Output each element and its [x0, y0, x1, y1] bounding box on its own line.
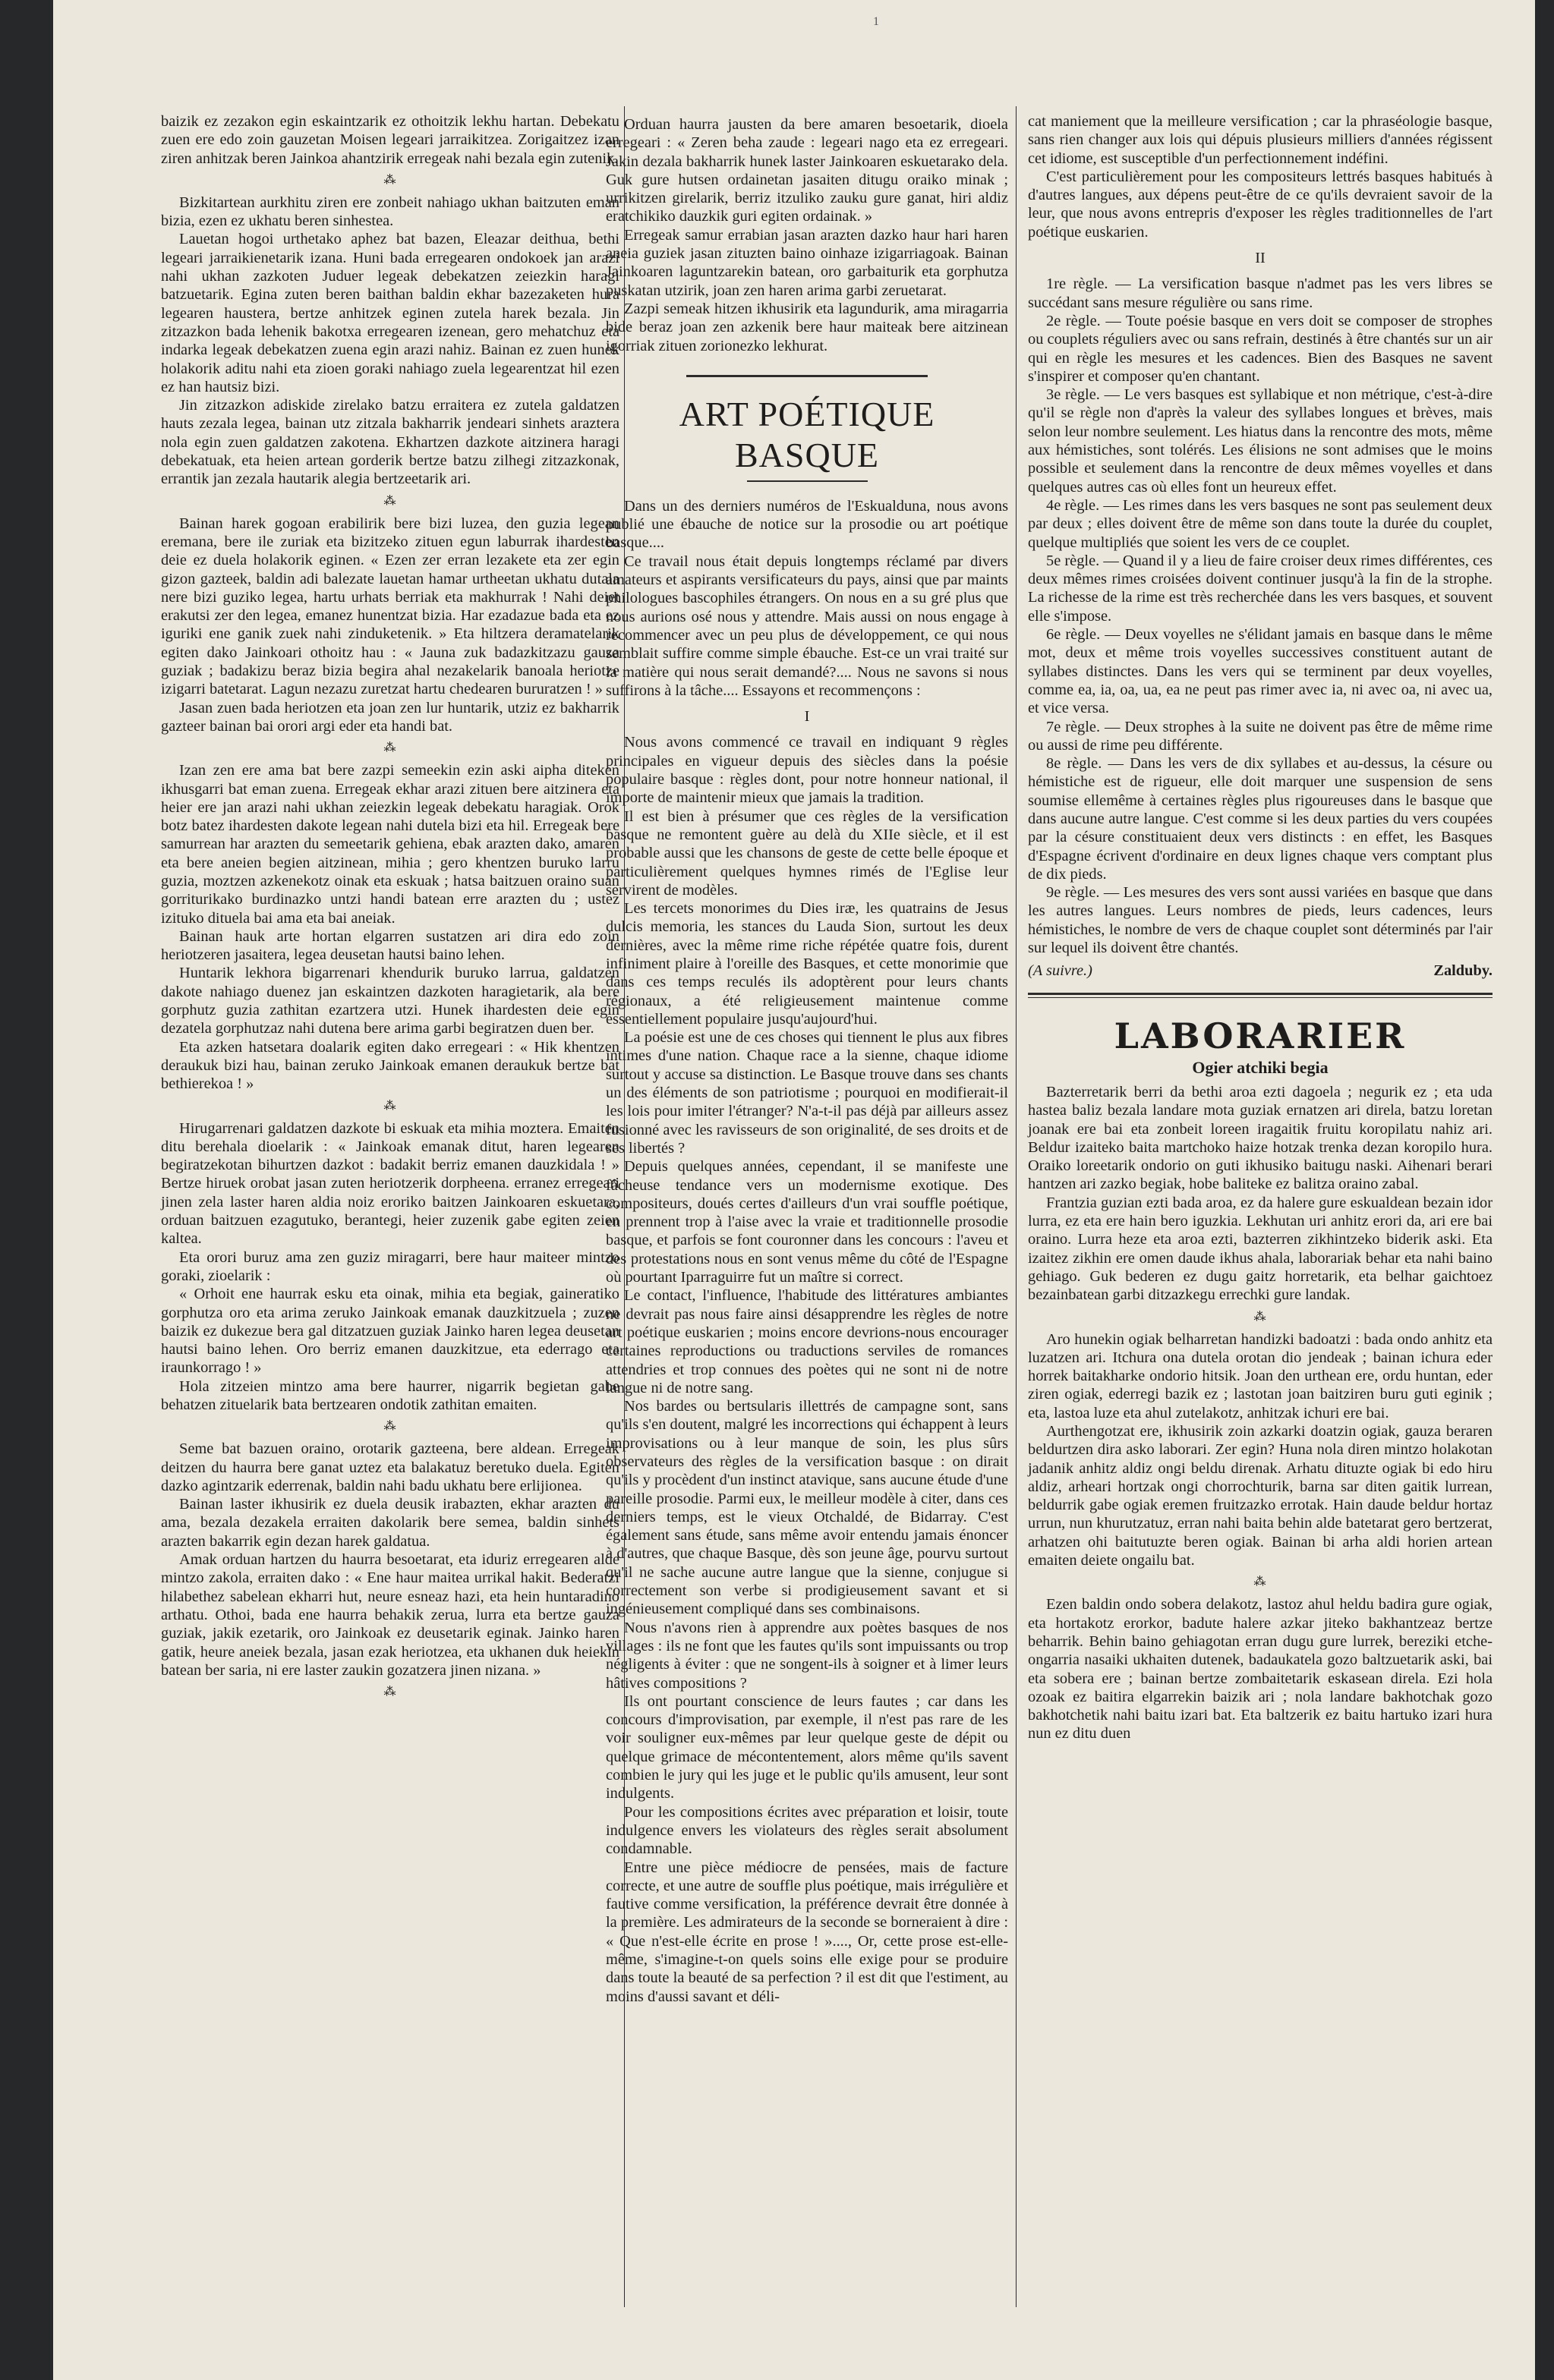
rule-paragraph: 1re règle. — La versification basque n'admet pas les vers libres se succédant sans mesure régulière ou sans rime. — [1028, 275, 1493, 311]
section-number: II — [1255, 250, 1266, 267]
paragraph: La poésie est une de ces choses qui tiennent le plus aux fibres intimes d'une nation. Chaque race a la sienne, chaque idiome surtout y accuse sa distinction. Le Basque trouve dans ses chants un des éléments de son patriotisme ; pourquoi en modifierait-il les lois pour imiter l'étranger? N'a-t-il pas déjà par ailleurs assez fusionné avec les ravisseurs de son originalité, de ses droits et de ses libertés ? — [606, 1029, 1008, 1157]
paragraph: baizik ez zezakon egin eskaintzarik ez othoitzik lekhu hartan. Debekatu zuen ere edo zoin gauzetan Moisen legeari jarraikitzea. Zorigaitzez izan ziren anhitzak beren Jainkoa ahantzirik erregeak nahi bezala egin zutenik. — [161, 113, 619, 167]
paragraph: Hirugarrenari galdatzen dazkote bi eskuak eta mihia moztera. Emaiten ditu berehala dioelarik : « Jainkoak emanak ditut, haren legearen begiratzekotan bihurtzen dazkot : badakit berriz emanen dauzkidala ! » Bertze hiruek orobat jasan zuten heriotzerik dorpheena. erranez erregeari jinen zela laster haren aldia noiz eroriko baitzen Jainkoaren eskuetara, orduan baitzuen ezagutuko, berantegi, heier zuzenik gabe egiten zeien kaltea. — [161, 1119, 619, 1248]
rule-paragraph: 2e règle. — Toute poésie basque en vers doit se composer de strophes ou couplets réguliers avec ou sans refrain, destinés à être chantés sur un air qui en règle les mesures et les cadences. Bien des Basques ne savent s'inspirer et composer qu'en chantant. — [1028, 312, 1493, 385]
page-mark: 1 — [873, 15, 879, 28]
section-subtitle: Ogier atchiki begia — [1192, 1057, 1329, 1077]
paragraph: Jasan zuen bada heriotzen eta joan zen lur huntarik, utziz ez bakharrik gazteer bainan bai orori argi eder eta handi bat. — [161, 699, 619, 735]
asterism-icon: ⁂ — [1253, 1310, 1267, 1324]
rule-paragraph: 7e règle. — Deux strophes à la suite ne doivent pas être de même rime ou aussi de rime peu différente. — [1028, 718, 1493, 754]
paragraph: Aro hunekin ogiak belharretan handizki badoatzi : bada ondo anhitz eta luzatzen ari. Itchura ona dutela orotan dio jendeak ; bainan ichura eder horrek baitakharke ondorio hitsik. Joan den urthean ere, ordu huntan, eder ziren ogiak, ederregi bazik ez ; lastotan joan baitziren buru guti eginik ; eta, lastoa luze eta ahul zutelakotz, anhitzak ichuri ere bai. — [1028, 1330, 1493, 1421]
paragraph: Bainan harek gogoan erabilirik bere bizi luzea, den guzia legean eremana, bere ile zuriak eta bizitzeko zituen egun laburrak ihardesten deie ez duela holakorik eginen. « Ezen zer erran lezakete eta zer egin gizon gazteek, baldin adi balezate lauetan hamar urtheetan ukhatu dutala nere bizi guziko legea, hartu urhats berriak eta makhurrak ! Nahi deiet erakutsi zer den legea, emanez hunentzat bizia. Har ezadazue bada eta ez iguriki ene ganik zuek nahi zinduketenik. » Eta hiltzera deramatelarik egiten dako Jainkoari othoitz hau : « Jauna zuk badazkitzazu gauza guziak ; badakizu beraz bizia begira ahal nezakelarik banoala heriotze izigarri batetarat. Lagun nezazu zuretzat hartu chedearen bururatzen ! » — [161, 515, 619, 698]
paragraph: Depuis quelques années, cependant, il se manifeste une fâcheuse tendance vers un modernisme exotique. Des compositeurs, doués certes d'ailleurs d'un vrai souffle poétique, en prennent trop à l'aise avec la vraie et traditionnelle prosodie basque, et parfois se font couronner dans les concours : l'aveu et des protestations nous en sont venus même du côté de l'Espagne où pourtant Iparraguirre fut un maître si correct. — [606, 1158, 1008, 1286]
column-middle — [606, 115, 1008, 2006]
section-divider — [1028, 993, 1493, 998]
paragraph: Entre une pièce médiocre de pensées, mais de facture correcte, et une autre de souffle plus poétique, mais irrégulière et fautive comme versification, la préférence devrait être donnée à la première. Les admirateurs de la seconde se borneraient à dire : « Que n'est-elle écrite en prose ! »...., Or, cette prose est-elle-même, s'imagine-t-on quels soins elle exige pour se produire dans toute la beauté de sa perfection ? il est dit que l'estiment, au moins d'aussi savant et déli- — [606, 1859, 1008, 2005]
column-right — [1028, 112, 1493, 1743]
paragraph: Nos bardes ou bertsularis illettrés de campagne sont, sans qu'ils s'en doutent, malgré les incorrections qui échappent à leurs improvisations ou à leur manque de soin, les plus sûrs observateurs des règles de la versification basque : on dirait qu'ils y procèdent d'un instinct atavique, sans aucune étude d'une pareille prosodie. Parmi eux, le meilleur modèle à citer, dans ces derniers temps, est le vieux Otchaldé, de Bidarray. C'est également sans étude, sans même avoir entendu jamais énoncer à d'autres, que chaque Basque, dès son jeune âge, pourvu surtout qu'il ne sache aucune autre langue que la sienne, conjugue si correctement son verbe si prodigieusement savant et si ingénieusement compliqué dans ses combinaisons. — [606, 1398, 1008, 1618]
paragraph: Bazterretarik berri da bethi aroa ezti dagoela ; negurik ez ; eta uda hastea baliz bezala landare mota guziak ernatzen ari direla, batzu loretan joanak ere bai eta zonbeit loreen iragaitik fruitu koropilatu nahiz ari. Beldur izaiteko baita martchoko haize hotzak trenka dezan koropilo hura. Oraiko loreetarik ondorio on guti ikhusiko baitugu naski. Aihenari berari hantzen ari zazko begiak, hobe baliteke ez balitza oraino zabal. — [1028, 1083, 1493, 1193]
paragraph: Bainan laster ikhusirik ez duela deusik irabazten, ekhar arazten du ama, bezala dezakela erraiten dakolarik bere semea, baldin sinhets arazten bakarrik egin dezan harek galdatua. — [161, 1496, 619, 1550]
paragraph: Ce travail nous était depuis longtemps réclamé par divers amateurs et aspirants versificateurs du pays, ainsi que par maints philologues bascophiles étrangers. On nous en a su gré plus que nous aurions osé nous y attendre. Mais aussi on nous engage à recommencer avec un peu plus de développement, ce qui nous semblait suffire comme simple ébauche. Est-ce un vrai traité sur la matière qui nous serait demandé?.... Nous ne savons si nous suffirons à la tâche.... Essayons et recommençons : — [606, 552, 1008, 699]
paragraph: Il est bien à présumer que ces règles de la versification basque ne remontent guère au delà du XIIe siècle, et il est probable aussi que les chansons de geste de cette belle époque et particulièrement quelques hymnes rimés de l'Eglise leur servirent de modèles. — [606, 808, 1008, 899]
title-underline — [747, 480, 868, 482]
asterism-icon: ⁂ — [1253, 1576, 1267, 1589]
paragraph: Frantzia guzian ezti bada aroa, ez da halere gure eskualdean bezain idor lurra, ez eta ere hain bero iguzkia. Lekhutan uri anhitz erori da, ari ere bai oraino. Lurra heze eta aroa ezti, bazterren zikhintzeko biderik aski. Eta izaitez zikhin ere omen daude ikhus ahala, laborariak behar eta nahi baino gehiago. Guk bederen ez dugu gaitz horretarik, eta belhar gaichtoez bezainbatean garbi ditzazkegu errechki gure landak. — [1028, 1194, 1493, 1304]
section-title: LABORARIER — [1114, 1015, 1407, 1056]
rule-paragraph: 3e règle. — Le vers basques est syllabique et non métrique, c'est-à-dire qu'il se règle non d'après la valeur des syllabes longues et brèves, mais selon leur nombre seulement. Les hiatus dans la rencontre des mots, même aux hémistiches, sont tolérés. Les élisions ne sont admises que le moins possible et seulement dans la rencontre de deux mêmes voyelles et dans quelques autres cas où elles font un heureux effet. — [1028, 386, 1493, 496]
section-divider — [686, 375, 928, 377]
paragraph: Izan zen ere ama bat bere zazpi semeekin ezin aski aipha diteken ikhusgarri bat eman zuena. Erregeak ekhar arazi zituen bere aitzinera eta heier ere jan arazi nahi ukhan zeiezkin legeak debekatu haragiak. Orok botz batez ihardesten dakote legean nahi dutela bizi eta hil. Erregeak bere samurrean har arazten du semeetarik gehiena, ebak arazten dako, amaren eta bere aneien begien aitzinean, mihia ; gero khentzen buruko larru guzia, moztzen azkenekotz oinak eta eskuak ; hatsa baitzuen oraino suan gorriturikako burdinazko untzi handi batean erre arazten du ; ustez izituko dituela bai ama eta bai aneiak. — [161, 762, 619, 927]
author-signature: Zalduby. — [1433, 962, 1493, 980]
paragraph: Les tercets monorimes du Dies iræ, les quatrains de Jesus dulcis memoria, les stances du Lauda Sion, surtout les deux dernières, avec la même rime riche répétée quatre fois, durent infiniment plaire à l'oreille des Basques, et cette monorimie que dans ces temps reculés ils adoptèrent pour leurs chants régionaux, a été religieusement maintenue comme essentiellement populaire jusqu'aujourd'hui. — [606, 900, 1008, 1028]
paragraph: Hola zitzeien mintzo ama bere haurrer, nigarrik begietan gabe behatzen zituelarik bata bertzearen ondotik zathitan emaiten. — [161, 1377, 619, 1413]
paragraph: Ils ont pourtant conscience de leurs fautes ; car dans les concours d'improvisation, par exemple, il n'est pas rare de les voir souligner eux-mêmes par leur quelque geste de dépit ou quelque grimace de mécontentement, alors même qu'ils savent combien le jury qui les juge et le public qu'ils amusent, leur sont indulgents. — [606, 1692, 1008, 1802]
to-be-continued: (A suivre.) — [1028, 962, 1092, 980]
paragraph: Amak orduan hartzen du haurra besoetarat, eta iduriz erregearen alde mintzo zakola, erraiten dako : « Ene haur maitea urrikal hakit. Bederatzi hilabethez sabelean ekharri hut, neure esneaz hazi, eta hein huntaradino arthatu. Othoi, bada ene haurra behakik zerua, lurra eta bertze gauza guziak, jakik ezetarik, oro Jainkoak ez deusetarik eginak. Jainko haren gatik, heure aneiek bezala, jasan ezak heriotzea, eta ukhanen duk heiekin batean ber saria, ni ere laster zaukin gozatzera jinen nizana. » — [161, 1551, 619, 1679]
paragraph: Seme bat bazuen oraino, orotarik gazteena, bere aldean. Erregeak deitzen du haurra bere ganat uztez eta balakatuz beretuko duela. Egiten dazko agintzarik ederrenak, baldin nahi badu ukhatu bere erlijionea. — [161, 1440, 619, 1494]
paragraph: « Orhoit ene haurrak esku eta oinak, mihia eta begiak, gaineratiko gorphutza oro eta arima zeruko Jainkoak emanak dauzkitzuela ; zuzen baizik ez dukezue bera gal ditzatzuen guziak Jainko haren legea deusetan hautsi baino lehen. Oro berriz emanen dauzkitzue, eta ederrago eta iraunkorrago ! » — [161, 1286, 619, 1377]
paragraph: Nous n'avons rien à apprendre aux poètes basques de nos villages : ils ne font que les fautes qu'ils sont impuissants ou trop négligents à éviter : que ne songent-ils à soigner et à limer leurs hâtives compositions ? — [606, 1619, 1008, 1692]
newspaper-page — [53, 0, 1535, 2380]
rule-paragraph: 9e règle. — Les mesures des vers sont aussi variées en basque que dans les autres langues. Leurs nombres de pieds, leurs cadences, leurs hémistiches, le nombre de vers de chaque couplet sont déterminés par l'air sur lequel ils doivent être chantés. — [1028, 884, 1493, 957]
rule-paragraph: 4e règle. — Les rimes dans les vers basques ne sont pas seulement deux par deux ; elles doivent être de même son dans toute la durée du couplet, quelque multipliés que soient les vers de ce couplet. — [1028, 496, 1493, 551]
rule-paragraph: 6e règle. — Deux voyelles ne s'élidant jamais en basque dans le même mot, deux et même trois voyelles successives constituent autant de syllabes distinctes. Dans les vers qui se terminent par deux voyelles, comme ea, ia, oa, ua, ea ne peut pas rimer avec ia, ni avec oa, ni avec ua, et vice versa. — [1028, 626, 1493, 717]
rule-paragraph: 5e règle. — Quand il y a lieu de faire croiser deux rimes différentes, ces deux mêmes rimes croisées doivent continuer jusqu'à la fin de la strophe. La richesse de la rime est très recherchée dans les vers basques, et souvent elle s'impose. — [1028, 552, 1493, 625]
paragraph: Eta azken hatsetara doalarik egiten dako erregeari : « Hik khentzen deraukuk bizi hau, bainan zeruko Jainkoak emanen deraukuk bertze bat bethierekoa ! » — [161, 1038, 619, 1093]
rule-paragraph: 8e règle. — Dans les vers de dix syllabes et au-dessus, la césure ou hémistiche est de rigueur, elle doit marquer une suspension de sens soumise ellemême à certaines règles plus rigoureuses dans le basque que dans aucune autre langue. C'est comme si les deux parties du vers coupées par la césure constituaient deux vers distincts : en effet, les Basques d'Espagne écrivent d'ordinaire en deux lignes chaque vers comptant plus de dix pieds. — [1028, 755, 1493, 883]
paragraph: Aurthengotzat ere, ikhusirik zoin azkarki doatzin ogiak, gauza beraren beldurtzen dira asko laborari. Zer egin? Huna nola diren mintzo holakotan jadanik anhitz aldiz ongi beldu direnak. Arhatu dituzte ogiak bi edo hiru aldiz, arheari hortzak ongi chorrochturik, barna sar diten gaitik lurrean, beldurrik gabe ogiak eremen fruitzazko errotak. Hain daude beldur hortaz urrun, nun khurutzatuz, erran nahi baita behin alde batetarat gero bertzerat, arhatzen ohi baitutuzte beren ogiak. Bainan bi arha aldi horien artean emaiten deiete ongailu bat. — [1028, 1423, 1493, 1569]
article-title: ART POÉTIQUE BASQUE — [679, 394, 935, 474]
asterism-icon: ⁂ — [383, 741, 397, 755]
column-left — [161, 112, 619, 1705]
paragraph: Dans un des derniers numéros de l'Eskualduna, nous avons publié une ébauche de notice sur la prosodie ou art poétique basque.... — [606, 497, 1008, 552]
paragraph: Le contact, l'influence, l'habitude des littératures ambiantes ne devrait pas nous faire ainsi désapprendre les règles de notre art poétique euskarien ; moins encore devrions-nous encourager certaines reproductions ou traductions serviles de romances attendries et trop connues des poètes qui ne sont ni de notre langue ni de notre sang. — [606, 1287, 1008, 1396]
asterism-icon: ⁂ — [383, 1686, 397, 1699]
paragraph: Orduan haurra jausten da bere amaren besoetarik, dioela erregeari : « Zeren beha zaude : legeari nago eta ez erregeari. Jakin dezala bakharrik hunek laster Jainkoaren eskuetarako dela. Guk gure hutsen ordainetan jasaiten ditugu oraiko minak ; urrikitzen girelarik, berriz itzuliko zauku gure ganat, hiri aldiz eratchikiko dauzkik guri egiten ordainak. » — [606, 116, 1008, 225]
signature-line — [1028, 962, 1493, 980]
column-rule — [1016, 106, 1017, 2307]
asterism-icon: ⁂ — [383, 1099, 397, 1113]
paragraph: Ezen baldin ondo sobera delakotz, lastoz ahul heldu badira gure ogiak, eta hortakotz erorkor, badute halere azkar jiteko bakhantzeaz bertze beharrik. Behin baino gehiagotan erran dugu gure lurrek, bereziki etche-ongarria nasaiki ukhaiten dutenek, badaukatela gozo baltzuetarik aski, bai eta sobera ere ; bainan bertze zombaitetarik eskasean direla. Ezi hola ozoak ez baitira elgarrekin baizik ari ; nola landare bakhotchak gozo bakhotchetik nahi baitu izari bat. Eta baltzerik ez baitu hartuko izari hura nun ez ditu duen — [1028, 1596, 1493, 1742]
paragraph: Lauetan hogoi urthetako aphez bat bazen, Eleazar deithua, bethi legeari jarraikienetarik izana. Huni bada erregearen ondokoek jan arazi nahi ukhan zazkoten Juduer legeak debekatzen zeiezkin haragi batzuetarik. Egina zuten beren baithan baldin ekhar bazezaketen hura legearen haustera, bertze anhitzek eginen zutela harek bezala. Jin zitzazkon bada lehenik bakotxa erregearen izenean, gero mehatchuz eta indarka legeak debekatzen zuena egin arazi nahiz. Bainan ez zuen hunek holakorik aditu nahi eta zioen goraki nahiago zuela legearentzat hil ezen ez han hautsiz bizi. — [161, 231, 619, 395]
paragraph: Pour les compositions écrites avec préparation et loisir, toute indulgence envers les violateurs des règles serait absolument condamnable. — [606, 1803, 1008, 1858]
section-number: I — [804, 708, 810, 726]
asterism-icon: ⁂ — [383, 494, 397, 508]
paragraph: Nous avons commencé ce travail en indiquant 9 règles principales en vigueur depuis des siècles dans la poésie populaire basque : règles dont, pour notre honneur national, il importe de maintenir mieux que jamais la tradition. — [606, 734, 1008, 807]
asterism-icon: ⁂ — [383, 173, 397, 187]
paragraph: Eta orori buruz ama zen guziz miragarri, bere haur maiteer mintzo goraki, zioelarik : — [161, 1248, 619, 1284]
asterism-icon: ⁂ — [383, 1420, 397, 1434]
paragraph: cat maniement que la meilleure versification ; car la phraséologie basque, sans rien changer aux lois qui dépuis plusieurs milliers d'années régissent cet idiome, est susceptible d'un perfectionnement indéfini. — [1028, 113, 1493, 167]
paragraph: Erregeak samur errabian jasan arazten dazko haur hari haren aneia guziek jasan zituzten baino oinhaze izigarriagoak. Bainan Jainkoaren laguntzarekin batean, oro garbaiturik eta gorphutza puskatan utzirik, joan zen haren arima garbi zeruetarat. — [606, 226, 1008, 299]
paragraph: Huntarik lekhora bigarrenari khendurik buruko larrua, galdatzen dakote nahiago duenez jan eskaintzen dazkoten haragietarik, ala bere gorphutz guzia zathitan ezartzera utzi. Hunek ihardesten deie egin dezatela gorphutzaz nahi dutena bere arima garbi begiratzen duen ber. — [161, 965, 619, 1037]
paragraph: Bainan hauk arte hortan elgarren sustatzen ari dira edo zoin heriotzeren jasaitera, legea deusetan hautsi baino lehen. — [161, 927, 619, 964]
paragraph: Jin zitzazkon adiskide zirelako batzu erraitera ez zutela galdatzen hauts zezala legea, bainan utz zitzala bakharrik jendeari sinhets araztera nola egin zuen galdatzen zakotena. Ekhartzen dazkote aitzinera haragi debekatuak, eta heien artean gorderik bertze batzu zilhegi zitzazkonak, errantik jan zezala hautarik alegia bertzeetarik ari. — [161, 397, 619, 488]
paragraph: Bizkitartean aurkhitu ziren ere zonbeit nahiago ukhan baitzuten eman bizia, ezen ez ukhatu beren sinhestea. — [161, 194, 619, 230]
paragraph: C'est particulièrement pour les compositeurs lettrés basques habitués à d'autres langues, aux dépens peut-être de ce qu'ils devraient savoir de la leur, que nous avons entrepris d'exposer les règles traditionnelles de l'art poétique euskarien. — [1028, 168, 1493, 241]
paragraph: Zazpi semeak hitzen ikhusirik eta lagundurik, ama miragarria bide beraz joan zen azkenik bere haur maiteak bere aitzinean igorriak zituen zorionezko lekhurat. — [606, 300, 1008, 354]
